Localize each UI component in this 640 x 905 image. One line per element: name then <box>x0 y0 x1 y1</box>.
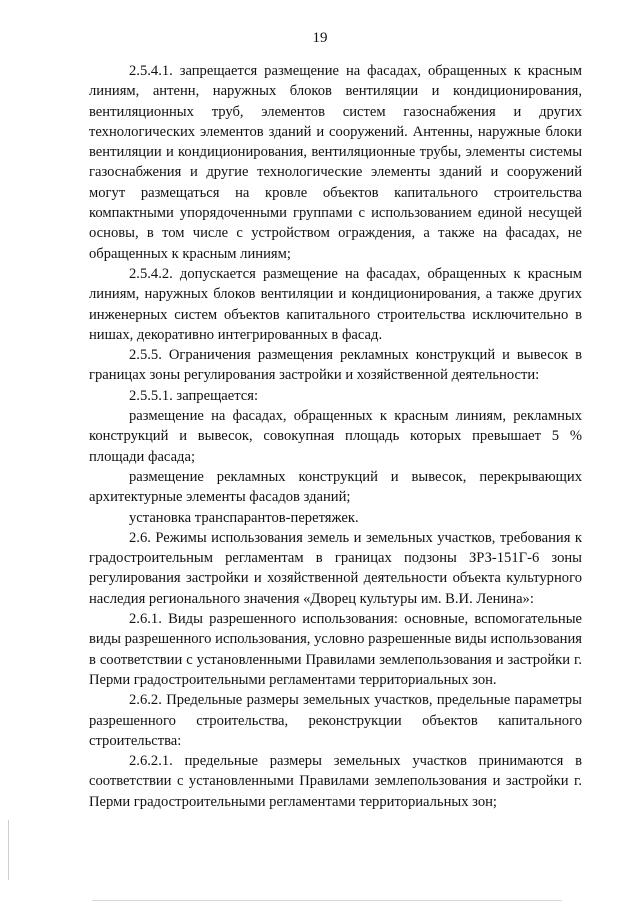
paragraph-placement-covering: размещение рекламных конструкций и вывесок, перекрывающих архитектурные элементы фасадов зданий; <box>89 468 582 506</box>
paragraph-2-5-5-1: 2.5.5.1. запрещается: <box>129 387 259 404</box>
paragraph-2-6-2: 2.6.2. Предельные размеры земельных участков, предельные параметры разрешенного строительства, реконструкции объектов капитального строительства: <box>89 692 582 749</box>
page-number: 19 <box>312 30 328 46</box>
scan-edge-mark <box>8 820 9 880</box>
paragraph-placement-facades: размещение на фасадах, обращенных к красным линиям, рекламных конструкций и вывесок, совокупная площадь которых превышает 5 % площади фасада; <box>89 408 582 465</box>
paragraph-2-5-5: 2.5.5. Ограничения размещения рекламных конструкций и вывесок в границах зоны регулирования застройки и хозяйственной деятельности: <box>89 347 582 384</box>
paragraph-banners: установка транспарантов-перетяжек. <box>129 509 359 526</box>
paragraph-2-6: 2.6. Режимы использования земель и земельных участков, требования к градостроительным регламентам в границах подзоны ЗРЗ-151Г-6 зоны регулирования застройки и хозяйственной деятельности объекта культурного наследия регионального значения «Дворец культуры им. В.И. Ленина»: <box>89 529 582 607</box>
paragraph-2-6-2-1: 2.6.2.1. предельные размеры земельных участков принимаются в соответствии с установленными Правилами землепользования и застройки г. Перми градостроительными регламентами территориальных зон; <box>89 753 582 810</box>
paragraph-2-5-4-1: 2.5.4.1. запрещается размещение на фасадах, обращенных к красным линиям, антенн, наружных блоков вентиляции и кондиционирования, вентиляционных труб, элементов систем газоснабжения и других технологических элементов зданий и сооружений. Антенны, наружные блоки вентиляции и кондиционирования, вентиляционные трубы, элементы системы газоснабжения и другие технологические элементы зданий и сооружений могут размещаться на кровле объектов капитального строительства компактными упорядоченными группами с использованием единой несущей основы, в том числе с устройством ограждения, а также на фасадах, не обращенных к красным линиям; <box>89 63 582 262</box>
scan-edge-line <box>92 900 562 901</box>
paragraph-2-6-1: 2.6.1. Виды разрешенного использования: основные, вспомогательные виды разрешенного использования, условно разрешенные виды использования в соответствии с установленными Правилами землепользования и застройки г. Перми градостроительными регламентами территориальных зон. <box>89 611 582 688</box>
document-body <box>89 61 582 812</box>
paragraph-2-5-4-2: 2.5.4.2. допускается размещение на фасадах, обращенных к красным линиям, наружных блоков вентиляции и кондиционирования, а также других инженерных систем объектов капитального строительства исключительно в нишах, декоративно интегрированных в фасад. <box>89 265 582 343</box>
